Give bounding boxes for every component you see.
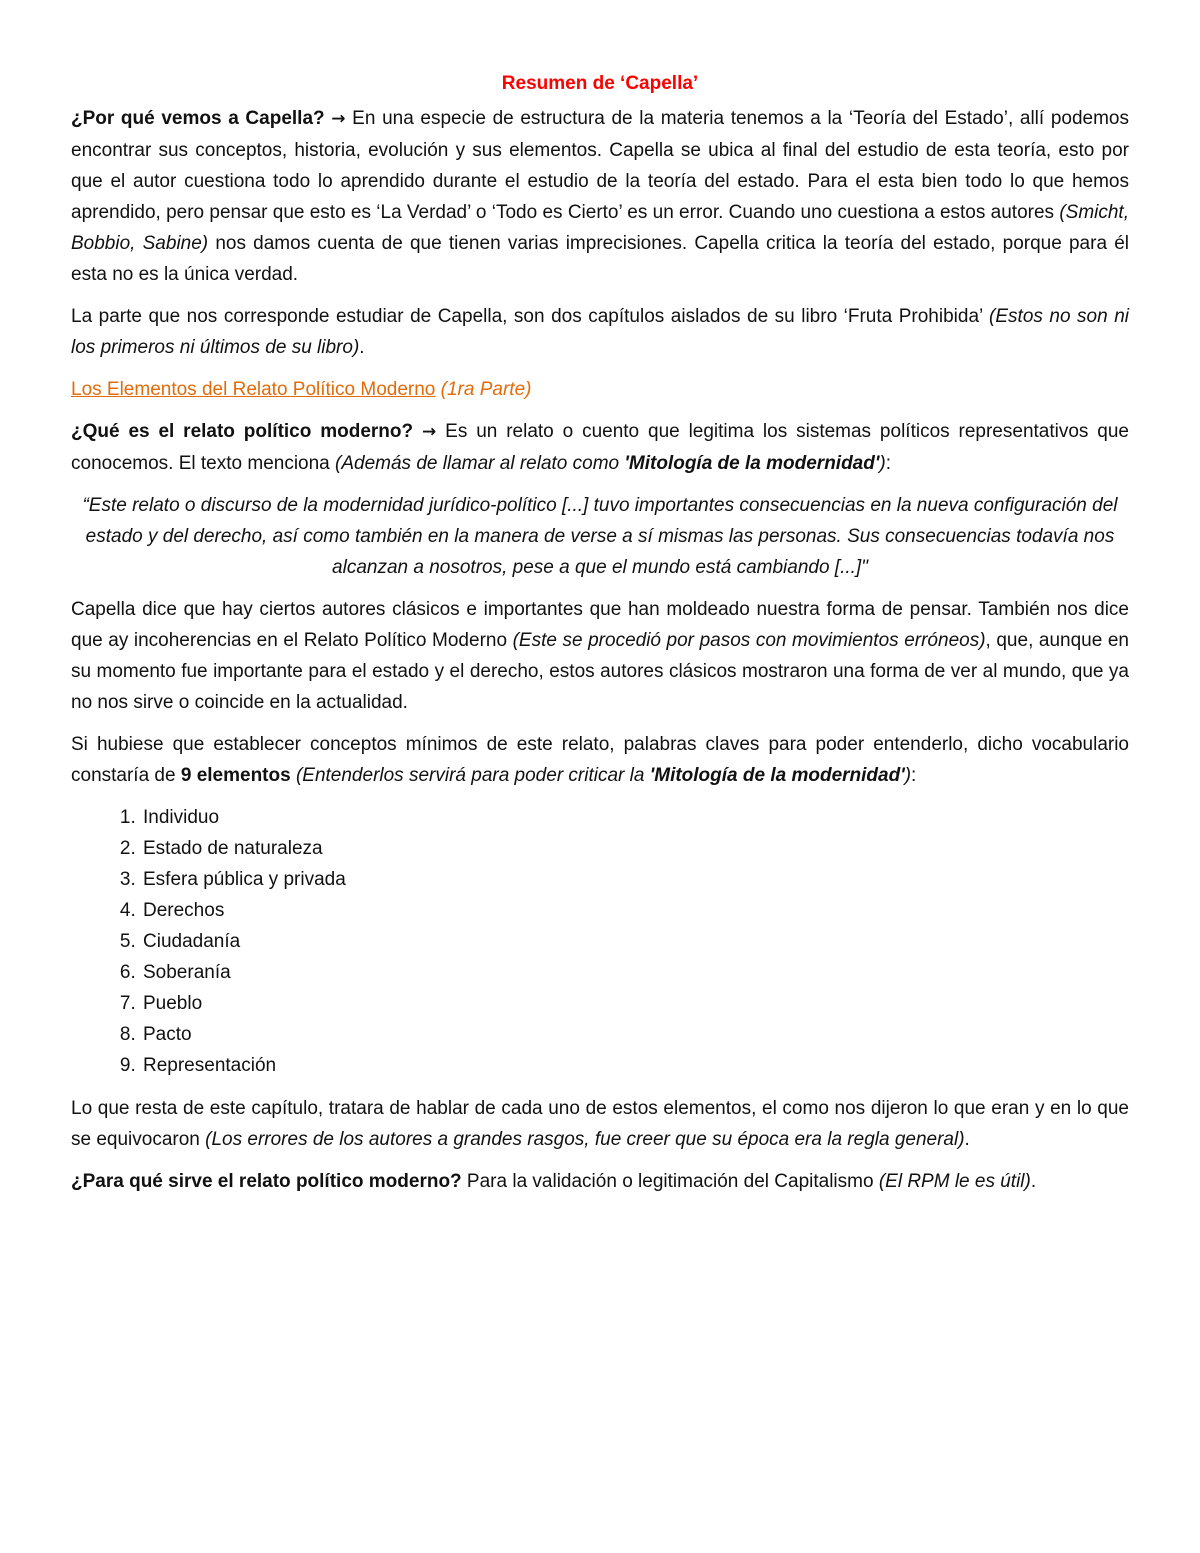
note: (El RPM le es útil) xyxy=(878,1171,1031,1192)
right-arrow-icon: → xyxy=(422,422,437,442)
note: (Además de llamar al relato como xyxy=(335,453,625,474)
text: : xyxy=(885,453,891,474)
block-quote: “Este relato o discurso de la modernidad jurídico-político [...] tuvo importantes consecuencias en la nueva configuración del estado y del derecho, así como también en la manera de verse a sí mismas las personas. Sus consecuencias todavía nos alcanzan a nosotros, pese a que el mundo está cambiando [...]" xyxy=(82,495,1118,578)
text: Si hubiese que establecer conceptos mínimos de este relato, palabras claves para poder entenderlo, dicho vocabulario constaría de xyxy=(71,734,1129,786)
section-part: (1ra Parte) xyxy=(435,379,532,400)
question-purpose: ¿Para qué sirve el relato político moderno? xyxy=(71,1171,462,1192)
list-item: 8. Pacto xyxy=(141,1019,1129,1050)
note-end: ) xyxy=(904,765,912,786)
list-item: 9. Representación xyxy=(141,1050,1129,1081)
text: nos damos cuenta de que tienen varias imprecisiones. Capella critica la teoría del estado, porque para él esta no es la única verdad. xyxy=(71,233,1129,285)
list-item: 1. Individuo xyxy=(141,802,1129,833)
text: La parte que nos corresponde estudiar de Capella, son dos capítulos aislados de su libro ‘Fruta Prohibida’ xyxy=(71,306,990,327)
note: (Estos no son ni los primeros ni últimos de su libro) xyxy=(71,306,1129,358)
list-item: 5. Ciudadanía xyxy=(141,926,1129,957)
note-bold: 'Mitología de la modernidad' xyxy=(624,453,880,474)
list-item: 2. Estado de naturaleza xyxy=(141,833,1129,864)
paragraph-rest-of-chapter xyxy=(71,1093,1129,1155)
text: Capella dice que hay ciertos autores clásicos e importantes que han moldeado nuestra forma de pensar. También nos dice que ay incoherencias en el Relato Político Moderno xyxy=(71,599,1129,651)
text: , que, aunque en su momento fue importante para el estado y el derecho, estos autores clásicos mostraron una forma de ver al mundo, que ya no nos sirve o coincide en la actualidad. xyxy=(71,630,1129,713)
text: . xyxy=(1030,1171,1037,1192)
note-end: ) xyxy=(879,453,886,474)
paragraph-purpose xyxy=(71,1166,1129,1197)
text: Lo que resta de este capítulo, tratara de hablar de cada uno de estos elementos, el como nos dijeron lo que eran y en lo que se equivocaron xyxy=(71,1098,1129,1150)
paragraph-why-capella xyxy=(71,103,1129,290)
list-item: 6. Soberanía xyxy=(141,957,1129,988)
section-heading-link[interactable]: Los Elementos del Relato Político Moderno xyxy=(71,379,436,400)
document-page xyxy=(71,68,1129,1208)
text: . xyxy=(964,1129,970,1150)
authors-list: (Smicht, Bobbio, Sabine) xyxy=(71,202,1129,254)
paragraph-vocabulary xyxy=(71,729,1129,791)
nine-elements: 9 elementos xyxy=(180,765,291,786)
note: (Este se procedió por pasos con movimientos erróneos) xyxy=(512,630,986,651)
list-item: 4. Derechos xyxy=(141,895,1129,926)
list-item: 7. Pueblo xyxy=(141,988,1129,1019)
list-item: 3. Esfera pública y privada xyxy=(141,864,1129,895)
question-what-is-rpm: ¿Qué es el relato político moderno? xyxy=(71,421,414,442)
text: En una especie de estructura de la materia tenemos a la ‘Teoría del Estado’, allí podemos encontrar sus conceptos, historia, evolución y sus elementos. Capella se ubica al final del estudio de esta teoría, esto por que el autor cuestiona todo lo aprendido durante el estudio de la teoría del estado. Para el esta bien todo lo que hemos aprendido, pero pensar que esto es ‘La Verdad’ o ‘Todo es Cierto’ es un error. Cuando uno cuestiona a estos autores xyxy=(71,108,1129,223)
paragraph-what-is-rpm xyxy=(71,416,1129,479)
note: (Entenderlos servirá para poder criticar la xyxy=(290,765,650,786)
text: : xyxy=(911,765,917,786)
question-why-capella: ¿Por qué vemos a Capella? xyxy=(71,108,325,129)
note-bold: 'Mitología de la modernidad' xyxy=(649,765,905,786)
right-arrow-icon: → xyxy=(331,109,346,129)
section-heading xyxy=(71,374,1129,405)
text: Para la validación o legitimación del Capitalismo xyxy=(461,1171,879,1192)
paragraph-classic-authors xyxy=(71,594,1129,718)
document-title: Resumen de ‘Capella’ xyxy=(501,73,699,94)
paragraph-chapters xyxy=(71,301,1129,363)
text: . xyxy=(359,337,365,358)
text: Es un relato o cuento que legitima los sistemas políticos representativos que conocemos. El texto menciona xyxy=(71,421,1130,474)
elements-list xyxy=(71,802,1129,1081)
note: (Los errores de los autores a grandes rasgos, fue creer que su época era la regla general) xyxy=(205,1129,965,1150)
